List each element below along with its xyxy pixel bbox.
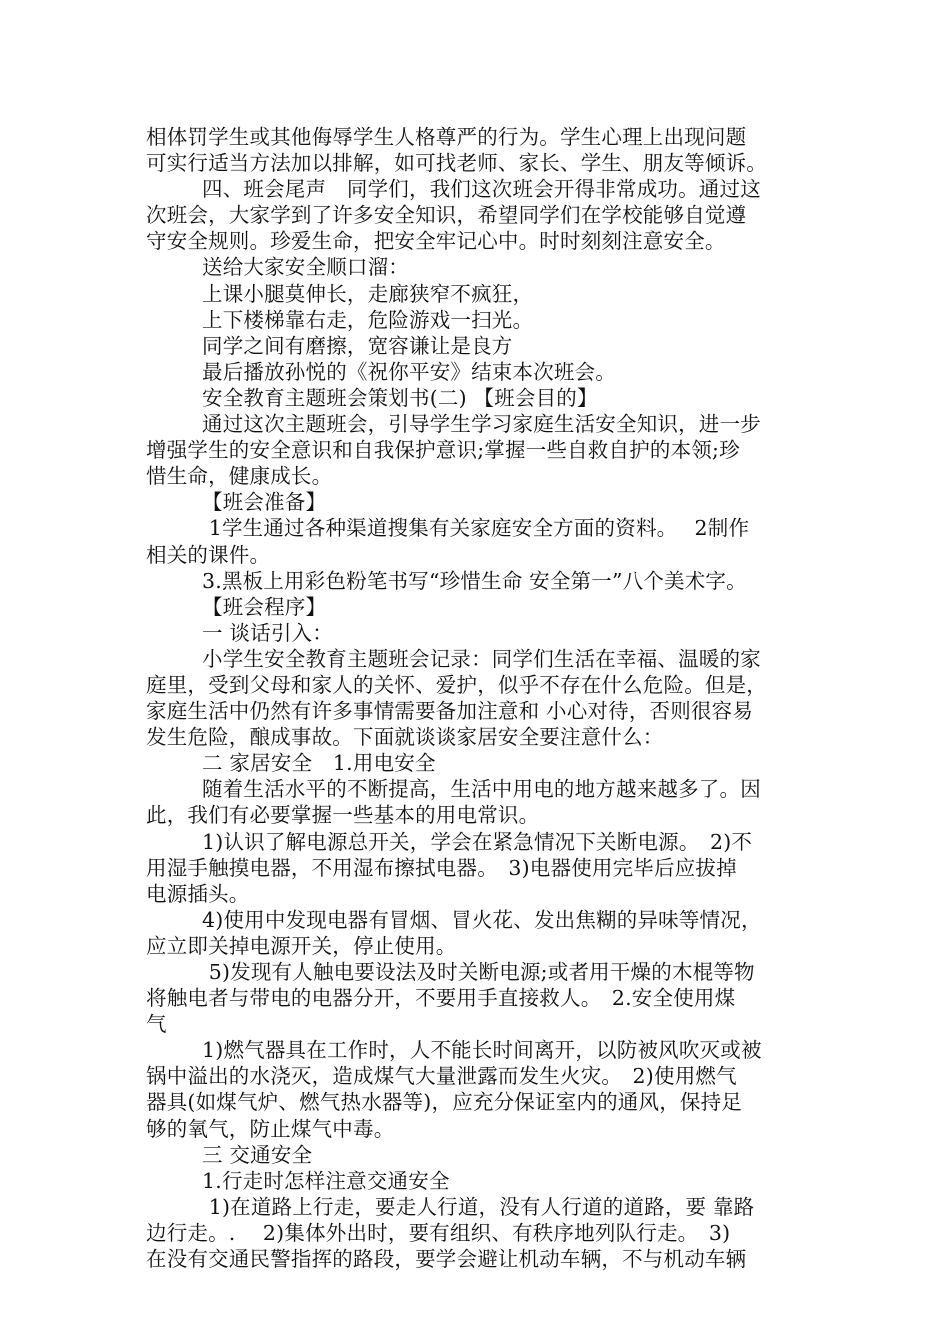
text-line: 相关的课件。 xyxy=(146,542,271,567)
text-line: 同学之间有磨擦，宽容谦让是良方 xyxy=(202,333,513,358)
text-line: 1.行走时怎样注意交通安全 xyxy=(202,1168,450,1193)
text-line: 上下楼梯靠右走，危险游戏一扫光。 xyxy=(202,307,534,332)
text-line: 电源插头。 xyxy=(146,881,250,906)
text-line: 边行走。. 2)集体外出时，要有组织、有秩序地列队行走。 3) xyxy=(146,1220,731,1245)
text-line: 【班会程序】 xyxy=(202,594,327,619)
text-line: 1)燃气器具在工作时，人不能长时间离开，以防被风吹灭或被 xyxy=(202,1038,762,1063)
text-line: 将触电者与带电的电器分开，不要用手直接救人。 2.安全使用煤 xyxy=(146,986,736,1011)
text-line: 锅中溢出的水浇灭，造成煤气大量泄露而发生火灾。 2)使用燃气 xyxy=(146,1064,737,1089)
text-line: 此，我们有必要掌握一些基本的用电常识。 xyxy=(146,803,540,828)
text-line: 发生危险，酿成事故。下面就谈谈家居安全要注意什么： xyxy=(146,725,664,750)
text-line: 用湿手触摸电器，不用湿布擦拭电器。 3)电器使用完毕后应拔掉 xyxy=(146,855,737,880)
text-line: 应立即关掉电源开关，停止使用。 xyxy=(146,933,457,958)
text-line: 家庭生活中仍然有许多事情需要备加注意和 小心对待，否则很容易 xyxy=(146,699,754,724)
text-line: 器具(如煤气炉、燃气热水器等)，应充分保证室内的通风，保持足 xyxy=(146,1090,742,1115)
text-line: 一 谈话引入： xyxy=(202,620,333,645)
text-line: 安全教育主题班会策划书(二) 【班会目的】 xyxy=(202,385,598,410)
text-line: 1)认识了解电源总开关，学会在紧急情况下关断电源。 2)不 xyxy=(202,829,753,854)
text-line: 三 交通安全 xyxy=(202,1142,313,1167)
text-line: 相体罚学生或其他侮辱学生人格尊严的行为。学生心理上出现问题 xyxy=(146,125,747,149)
text-line: 增强学生的安全意识和自我保护意识;掌握一些自救自护的本领;珍 xyxy=(146,438,740,463)
text-line: 5)发现有人触电要设法及时关断电源;或者用干燥的木棍等物 xyxy=(202,960,755,984)
text-line: 二 家居安全 1.用电安全 xyxy=(202,751,436,776)
text-line: 1学生通过各种渠道搜集有关家庭安全方面的资料。 2制作 xyxy=(202,516,750,541)
text-line: 在没有交通民警指挥的路段，要学会避让机动车辆，不与机动车辆 xyxy=(146,1247,747,1272)
text-line: 4)使用中发现电器有冒烟、冒火花、发出焦糊的异味等情况， xyxy=(202,907,762,932)
text-line: 【班会准备】 xyxy=(202,490,327,515)
text-line: 庭里，受到父母和家人的关怀、爱护，似乎不存在什么危险。但是， xyxy=(146,672,767,697)
text-line: 次班会，大家学到了许多安全知识，希望同学们在学校能够自觉遵 xyxy=(146,203,747,228)
text-line: 最后播放孙悦的《祝你平安》结束本次班会。 xyxy=(202,359,616,384)
text-line: 送给大家安全顺口溜： xyxy=(202,255,409,280)
text-line: 气 xyxy=(146,1012,167,1037)
text-line: 四、班会尾声 同学们，我们这次班会开得非常成功。通过这 xyxy=(202,177,761,202)
text-line: 可实行适当方法加以排解，如可找老师、家长、学生、朋友等倾诉。 xyxy=(146,151,767,176)
text-line: 1)在道路上行走，要走人行道，没有人行道的道路，要 靠路 xyxy=(202,1194,755,1219)
text-line: 随着生活水平的不断提高，生活中用电的地方越来越多了。因 xyxy=(202,777,761,802)
text-line: 够的氧气，防止煤气中毒。 xyxy=(146,1116,395,1141)
text-line: 通过这次主题班会，引导学生学习家庭生活安全知识，进一步 xyxy=(202,412,761,437)
text-line: 惜生命，健康成长。 xyxy=(146,464,333,489)
text-line: 小学生安全教育主题班会记录：同学们生活在幸福、温暖的家 xyxy=(202,646,761,671)
text-line: 守安全规则。珍爱生命，把安全牢记心中。时时刻刻注意安全。 xyxy=(146,229,726,254)
text-line: 3.黑板上用彩色粉笔书写“珍惜生命 安全第一”八个美术字。 xyxy=(202,568,747,593)
text-line: 上课小腿莫伸长，走廊狭窄不疯狂， xyxy=(202,281,534,306)
document-body xyxy=(146,124,806,1272)
